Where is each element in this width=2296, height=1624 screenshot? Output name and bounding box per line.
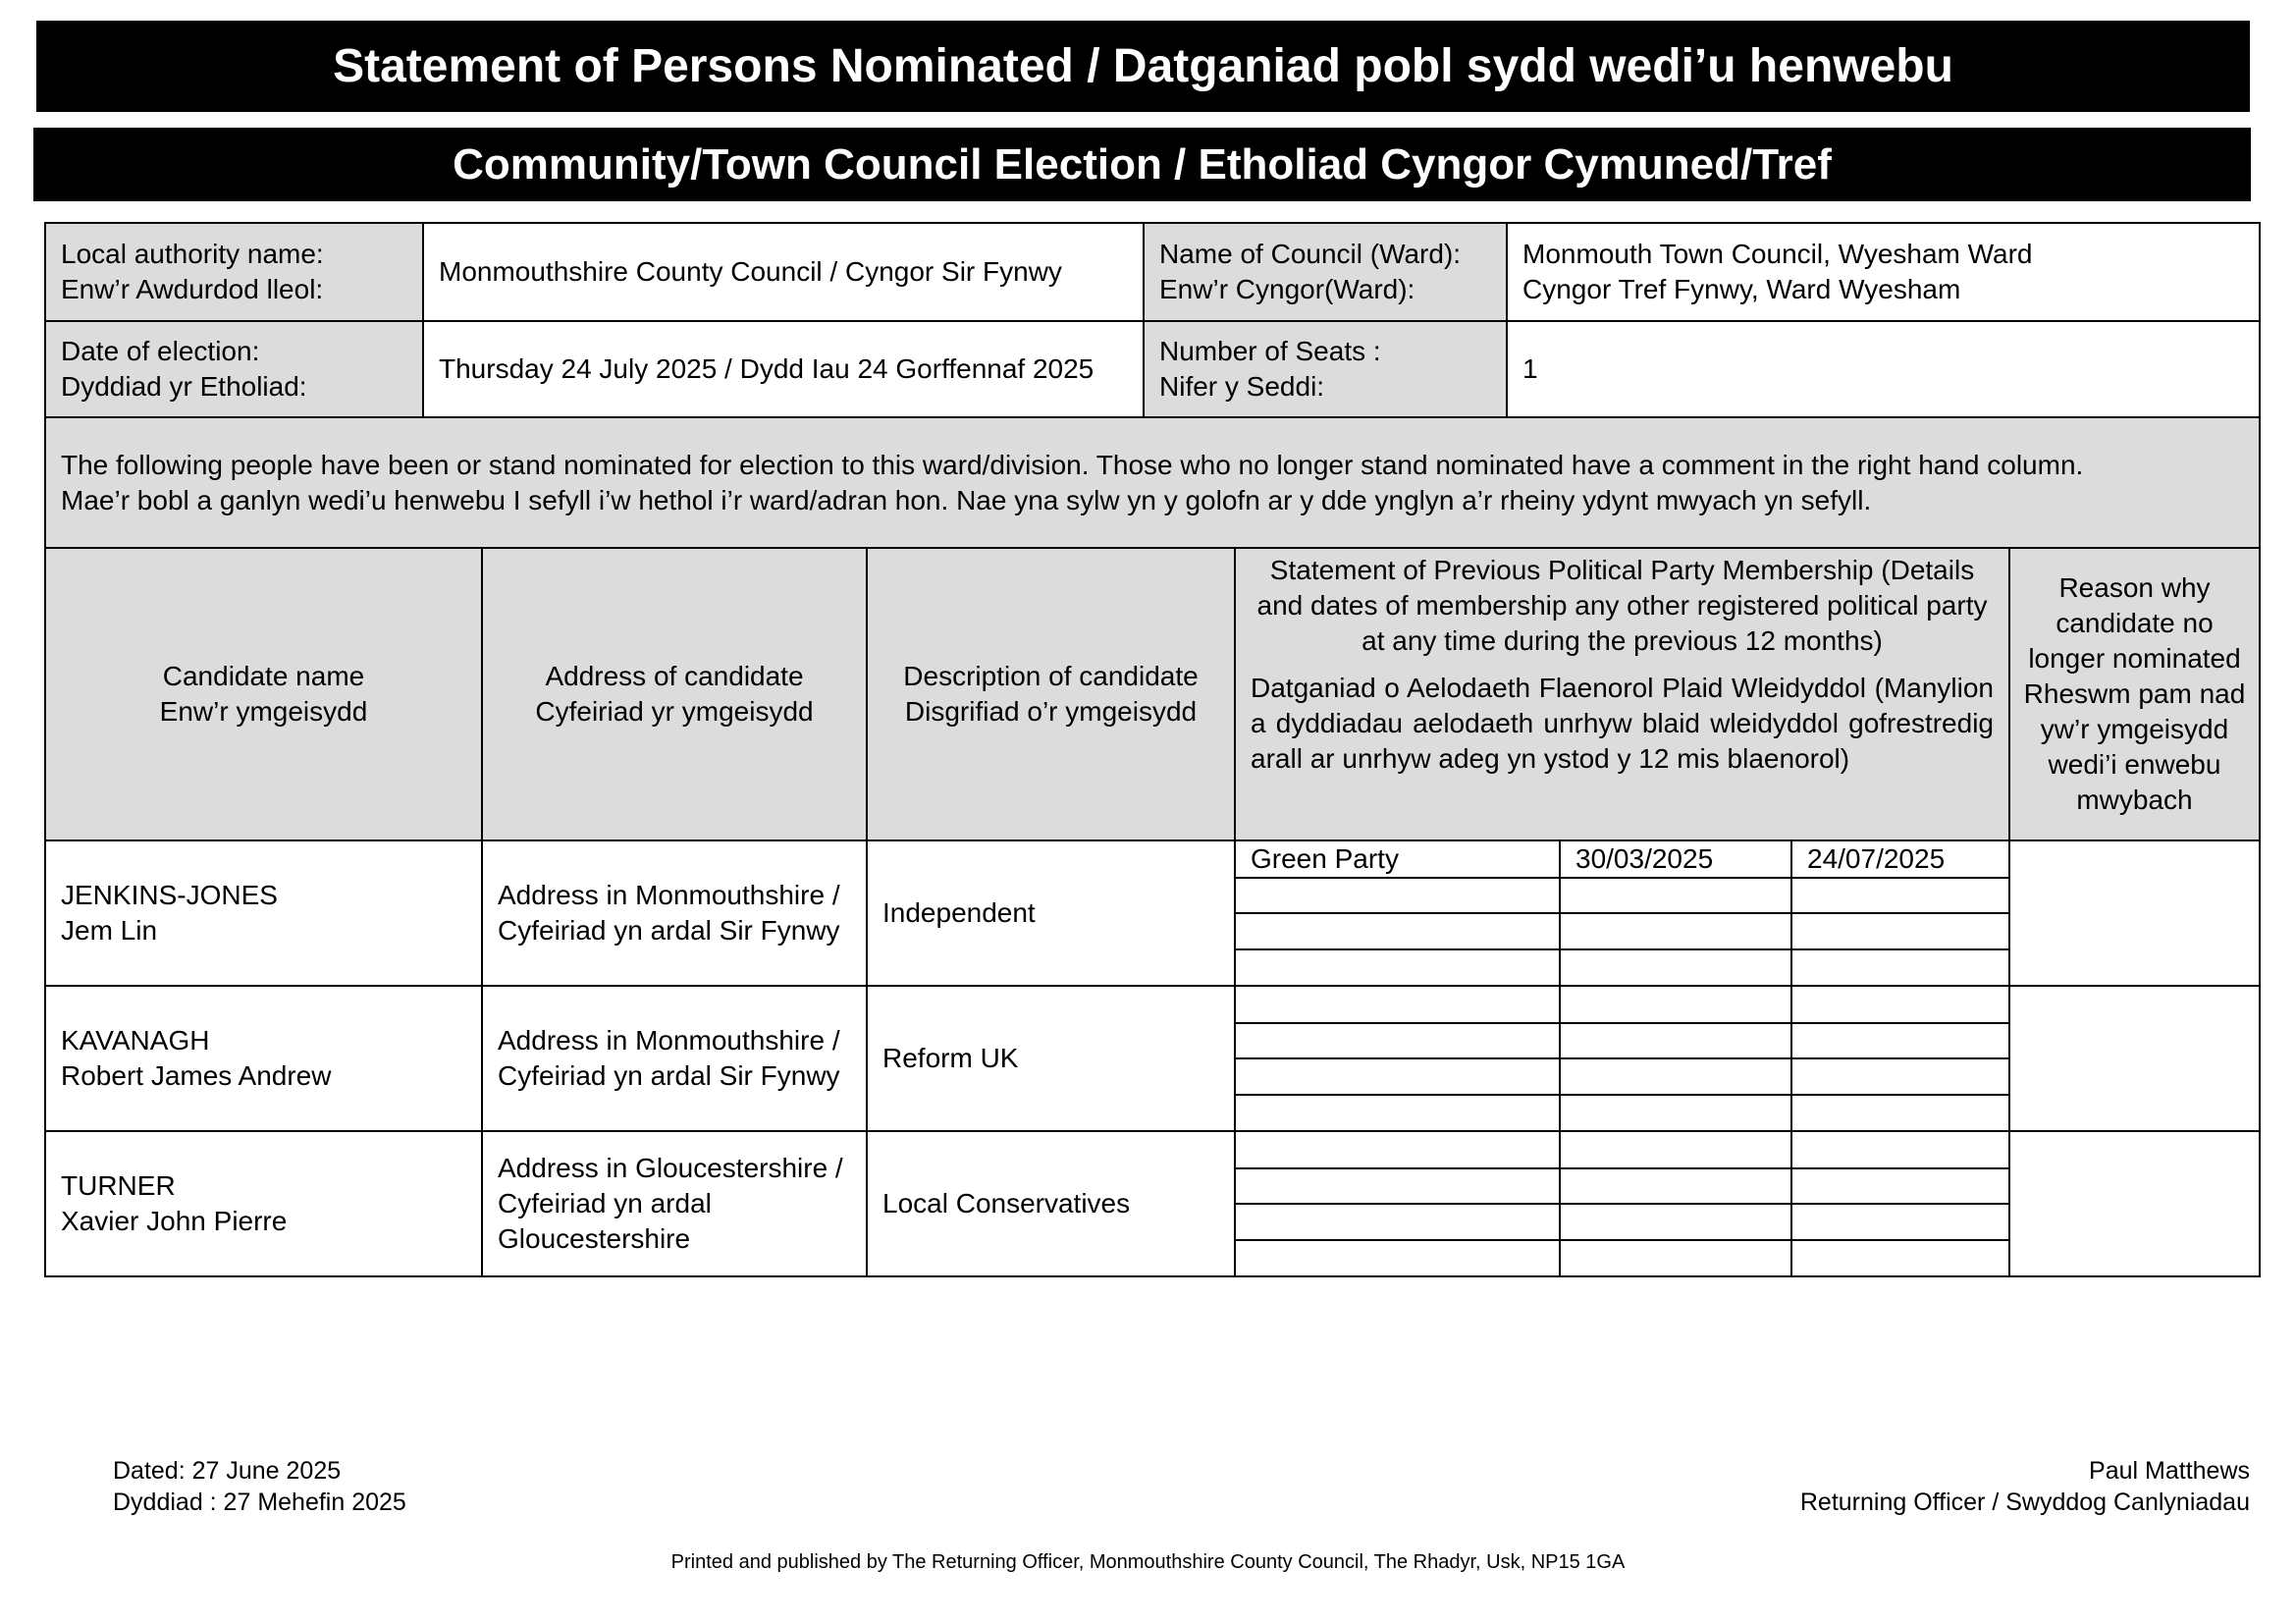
header-reason: Reason why candidate no longer nominated Rheswm pam nad yw’r ymgeisydd wedi’i enwebu mwybach <box>2009 548 2260 840</box>
candidate-address: Address in Monmouthshire / Cyfeiriad yn ardal Sir Fynwy <box>482 840 867 986</box>
council-label: Name of Council (Ward): Enw’r Cyngor(Ward): <box>1144 223 1507 321</box>
header-description: Description of candidate Disgrifiad o’r ymgeisydd <box>867 548 1235 840</box>
party-name <box>1236 987 1560 1023</box>
candidates-table <box>44 547 2261 1277</box>
candidate-name: KAVANAGH Robert James Andrew <box>45 986 482 1131</box>
election-type-heading: Community/Town Council Election / Etholiad Cyngor Cymuned/Tref <box>33 128 2251 201</box>
candidate-address: Address in Monmouthshire / Cyfeiriad yn ardal Sir Fynwy <box>482 986 867 1131</box>
table-row <box>45 986 2260 1131</box>
imprint: Printed and published by The Returning Officer, Monmouthshire County Council, The Rhadyr, Usk, NP15 1GA <box>670 1551 1626 1573</box>
local-authority-value: Monmouthshire County Council / Cyngor Sir Fynwy <box>423 223 1144 321</box>
returning-officer-block <box>1800 1455 2250 1518</box>
header-previous-membership: Statement of Previous Political Party Membership (Details and dates of membership any other registered political party at any time during the previous 12 months) Datganiad o Aelodaeth Flaenorol Plaid Wleidyddol (Manylion a dyddiadau aelodaeth unrhyw blaid wleidyddol gofrestredig arall ar unrhyw adeg yn ystod y 12 mis blaenorol) <box>1235 548 2009 840</box>
membership-to <box>1791 1132 2008 1168</box>
dated-block <box>113 1455 406 1518</box>
reason-cell <box>2009 986 2260 1131</box>
candidate-description: Local Conservatives <box>867 1131 1235 1276</box>
local-authority-label: Local authority name: Enw’r Awdurdod lleol: <box>45 223 423 321</box>
membership-from <box>1560 987 1791 1023</box>
reason-cell <box>2009 840 2260 986</box>
header-candidate-name: Candidate name Enw’r ymgeisydd <box>45 548 482 840</box>
election-info-table <box>44 222 2261 549</box>
table-row <box>45 840 2260 986</box>
dated-cy: Dyddiad : 27 Mehefin 2025 <box>113 1489 406 1516</box>
previous-membership <box>1235 986 2009 1131</box>
candidate-description: Reform UK <box>867 986 1235 1131</box>
page-title: Statement of Persons Nominated / Datganiad pobl sydd wedi’u henwebu <box>36 21 2250 112</box>
reason-cell <box>2009 1131 2260 1276</box>
candidate-address: Address in Gloucestershire / Cyfeiriad yn ardal Gloucestershire <box>482 1131 867 1276</box>
election-date-label: Date of election: Dyddiad yr Etholiad: <box>45 321 423 417</box>
membership-from: 30/03/2025 <box>1560 841 1791 878</box>
candidate-description: Independent <box>867 840 1235 986</box>
party-name: Green Party <box>1236 841 1560 878</box>
table-row <box>45 1131 2260 1276</box>
party-name <box>1236 1132 1560 1168</box>
membership-to: 24/07/2025 <box>1791 841 2008 878</box>
officer-title: Returning Officer / Swyddog Canlyniadau <box>1799 1489 2250 1516</box>
officer-name: Paul Matthews <box>2089 1457 2250 1485</box>
dated-en: Dated: 27 June 2025 <box>113 1457 342 1485</box>
candidate-name: TURNER Xavier John Pierre <box>45 1131 482 1276</box>
candidate-name: JENKINS-JONES Jem Lin <box>45 840 482 986</box>
nomination-notice: The following people have been or stand nominated for election to this ward/division. Those who no longer stand nominated have a comment in the right hand column. Mae’r bobl a ganlyn wedi’u henwebu I sefyll i’w hethol i’r ward/adran hon. Nae yna sylw yn y golofn ar y dde ynglyn a’r rheiny ydynt mwyach yn sefyll. <box>45 417 2260 548</box>
previous-membership <box>1235 840 2009 986</box>
membership-from <box>1560 1132 1791 1168</box>
membership-to <box>1791 987 2008 1023</box>
previous-membership <box>1235 1131 2009 1276</box>
council-value: Monmouth Town Council, Wyesham Ward Cyngor Tref Fynwy, Ward Wyesham <box>1507 223 2260 321</box>
election-date-value: Thursday 24 July 2025 / Dydd Iau 24 Gorffennaf 2025 <box>423 321 1144 417</box>
header-address: Address of candidate Cyfeiriad yr ymgeisydd <box>482 548 867 840</box>
seats-value: 1 <box>1507 321 2260 417</box>
seats-label: Number of Seats : Nifer y Seddi: <box>1144 321 1507 417</box>
